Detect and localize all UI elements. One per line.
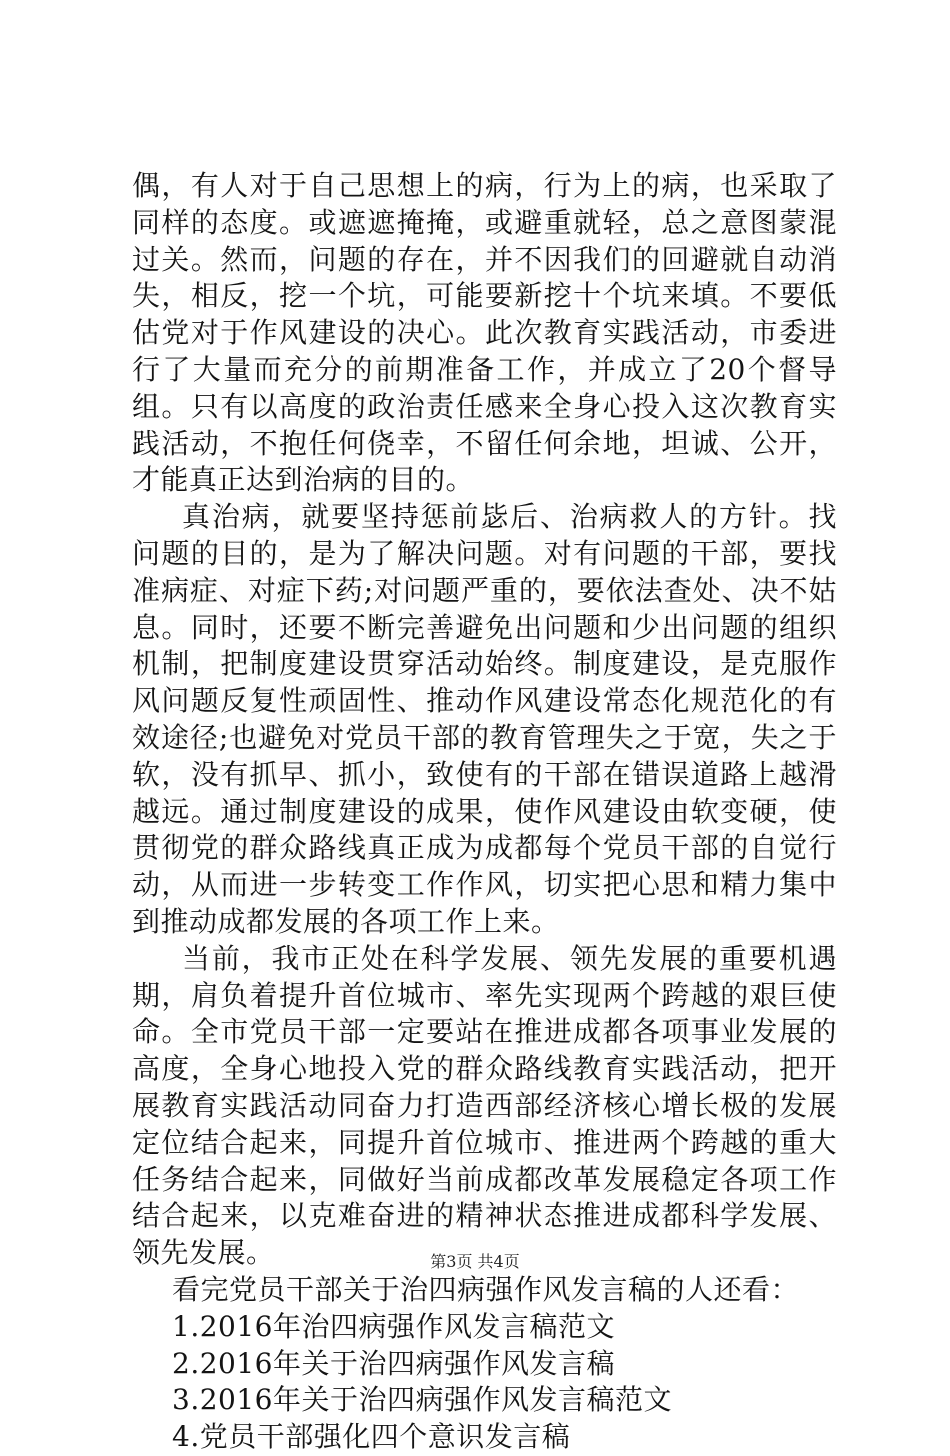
related-articles-list: [132, 1309, 837, 1456]
related-article-link[interactable]: 3.2016年关于治四病强作风发言稿范文: [172, 1383, 672, 1417]
page-number-footer: 第3页 共4页: [430, 1252, 520, 1271]
related-article-link[interactable]: 1.2016年治四病强作风发言稿范文: [172, 1309, 615, 1343]
related-articles-intro: 看完党员干部关于治四病强作风发言稿的人还看：: [172, 1272, 800, 1306]
paragraph-cure-disease: 真治病，就要坚持惩前毖后、治病救人的方针。找问题的目的，是为了解决问题。对有问题的干部，要找准病症、对症下药;对问题严重的，要依法查处、决不姑息。同时，还要不断完善避免出问题和少出问题的组织机制，把制度建设贯穿活动始终。制度建设，是克服作风问题反复性顽固性、推动作风建设常态化规范化的有效途径;也避免对党员干部的教育管理失之于宽，失之于软，没有抓早、抓小，致使有的干部在错误道路上越滑越远。通过制度建设的成果，使作风建设由软变硬，使贯彻党的群众路线真正成为成都每个党员干部的自觉行动，从而进一步转变工作作风，切实把心思和精力集中到推动成都发展的各项工作上来。: [132, 500, 837, 938]
paragraph-current-period: 当前，我市正处在科学发展、领先发展的重要机遇期，肩负着提升首位城市、率先实现两个跨越的艰巨使命。全市党员干部一定要站在推进成都各项事业发展的高度，全身心地投入党的群众路线教育实践活动，把开展教育实践活动同奋力打造西部经济核心增长极的发展定位结合起来，同提升首位城市、推进两个跨越的重大任务结合起来，同做好当前成都改革发展稳定各项工作结合起来，以克难奋进的精神状态推进成都科学发展、领先发展。: [132, 941, 837, 1270]
related-article-link[interactable]: 4.党员干部强化四个意识发言稿: [172, 1420, 571, 1454]
paragraph-continued: 偶，有人对于自己思想上的病，行为上的病，也采取了同样的态度。或遮遮掩掩，或避重就轻，总之意图蒙混过关。然而，问题的存在，并不因我们的回避就自动消失，相反，挖一个坑，可能要新挖十个坑来填。不要低估党对于作风建设的决心。此次教育实践活动，市委进行了大量而充分的前期准备工作，并成立了20个督导组。只有以高度的政治责任感来全身心投入这次教育实践活动，不抱任何侥幸，不留任何余地，坦诚、公开，才能真正达到治病的目的。: [132, 169, 837, 497]
related-article-link[interactable]: 2.2016年关于治四病强作风发言稿: [172, 1346, 615, 1380]
